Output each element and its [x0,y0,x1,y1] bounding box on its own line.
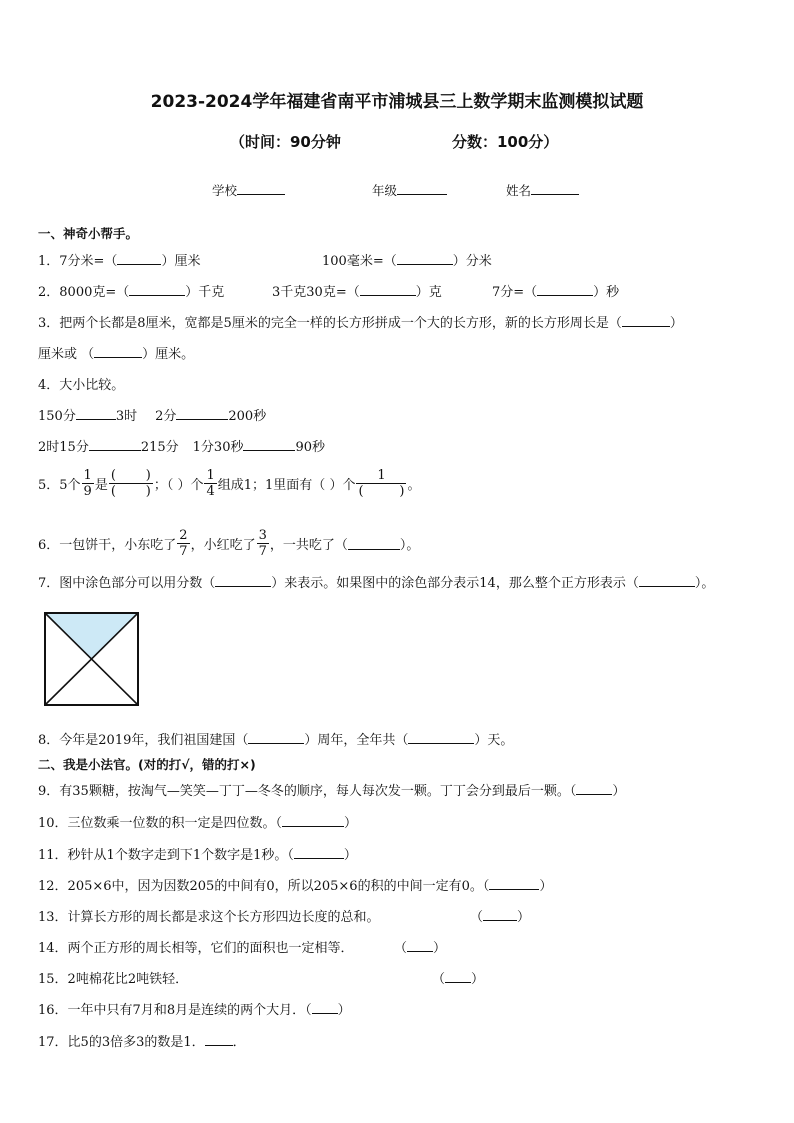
answer-blank[interactable] [445,970,471,983]
question-15: 15．2吨棉花比2吨铁轻． [38,972,189,987]
answer-blank[interactable] [397,252,453,265]
q5-text4: 组成1；1里面有（ ）个 [217,478,356,493]
compare-item: 215分 [140,440,179,455]
question-10: 10．三位数乘一位数的积一定是四位数。（ ） [38,816,358,831]
question-2b [272,281,442,300]
answer-blank[interactable] [94,345,142,358]
compare-item: 150分 [38,409,76,424]
section-heading-2: 二、我是小法官。(对的打√，错的打×) [38,757,256,772]
total-score: 分数：100分） [452,133,559,151]
section-heading-1: 一、神奇小帮手。 [38,226,139,241]
answer-blank[interactable] [408,731,474,744]
q7-text3: ）。 [694,576,715,591]
question-2a [38,281,224,300]
answer-blank[interactable] [282,814,344,827]
shaded-triangle [45,613,138,659]
answer-blank[interactable] [407,939,433,952]
answer-blank[interactable] [537,283,593,296]
question-13: 13．计算长方形的周长都是求这个长方形四边长度的总和。 [38,910,380,925]
q3-text2: 厘米或 （ [38,347,95,362]
q2c-unit: ）秒 [593,285,620,300]
q2a-unit: ）千克 [185,285,225,300]
name-label: 姓名 [506,183,532,198]
q6-text3: ，一共吃了（ [269,538,348,553]
school-field[interactable] [212,181,285,199]
answer-blank[interactable] [348,537,400,550]
q1a-text: 1．7分米=（ [38,254,118,269]
question-2c [492,281,619,300]
q3-text: 3．把两个长都是8厘米，宽都是5厘米的完全一样的长方形拼成一个大的长方形，新的长方形周长是（ [38,316,622,331]
q3-close: ） [669,316,683,331]
q7-text2: ）来表示。如果图中的涂色部分表示14，那么整个正方形表示（ [271,576,639,591]
question-6 [38,528,419,559]
question-12: 12．205×6中，因为因数205的中间有0，所以205×6的积的中间一定有0。（ ） [38,879,553,894]
q8-text3: ）天。 [474,733,514,748]
answer-blank[interactable] [576,782,612,795]
question-16: 16．一年中只有7月和8月是连续的两个大月．（ ） [38,1003,351,1018]
compare-blank[interactable] [176,407,228,420]
q6-text2: ，小红吃了 [190,538,256,553]
question-5 [38,468,420,499]
answer-blank[interactable] [360,283,416,296]
answer-blank[interactable] [215,574,271,587]
compare-blank[interactable] [243,438,295,451]
question-17: 17．比5的3倍多3的数是1． ． [38,1035,246,1050]
fraction-one-quarter: $\frac{1}{4}$ [206,468,215,499]
grade-label: 年级 [372,183,398,198]
question-13-answer: （ ） [470,910,531,925]
compare-item: 90秒 [295,440,326,455]
fraction-three-sevenths: $\frac{3}{7}$ [258,528,267,559]
answer-blank[interactable] [205,1033,233,1046]
answer-blank[interactable] [129,283,185,296]
grade-field[interactable] [372,181,447,199]
question-1a [38,250,200,269]
q2c-text: 7分=（ [492,285,538,300]
question-15-answer: （ ） [432,972,485,987]
time-limit: （时间：90分钟 [230,133,341,151]
page-title: 2023-2024学年福建省南平市浦城县三上数学期末监测模拟试题 [150,92,644,112]
compare-row-1 [38,405,266,424]
q5-text1: 5．5个 [38,478,81,493]
q2b-text: 3千克30克=（ [272,285,360,300]
question-7 [38,572,714,591]
q5-text2: 是 [94,478,108,493]
question-14-answer: （ ） [394,941,447,956]
compare-item: 2时15分 [38,440,89,455]
school-blank[interactable] [237,181,285,195]
q8-text1: 8．今年是2019年，我们祖国建国（ [38,733,249,748]
compare-item: 3时 [115,409,138,424]
name-field[interactable] [506,181,579,199]
q6-text1: 6．一包饼干，小东吃了 [38,538,177,553]
q1b-text: 100毫米=（ [322,254,397,269]
answer-blank[interactable] [489,877,539,890]
q5-text3: ；（ ）个 [153,478,204,493]
school-label: 学校 [212,183,238,198]
compare-blank[interactable] [76,407,116,420]
square-diagram [42,610,142,708]
grade-blank[interactable] [397,181,447,195]
question-3-cont [38,343,194,362]
fraction-one-ninth: $\frac{1}{9}$ [83,468,92,499]
answer-blank[interactable] [248,731,304,744]
answer-blank[interactable] [622,314,670,327]
compare-item: 2分 [155,409,177,424]
compare-item: 1分30秒 [192,440,244,455]
answer-blank[interactable] [117,252,161,265]
question-8 [38,729,513,748]
fraction-two-sevenths: $\frac{2}{7}$ [179,528,188,559]
name-blank[interactable] [531,181,579,195]
q1b-unit: ）分米 [452,254,492,269]
q7-text1: 7．图中涂色部分可以用分数（ [38,576,216,591]
fraction-unit-blank[interactable]: 1 ( ) [358,468,405,499]
question-3 [38,312,683,331]
question-9: 9．有35颗糖，按淘气—笑笑—丁丁—冬冬的顺序，每人每次发一颗。丁丁会分到最后一颗。（ ） [38,784,626,799]
fraction-answer-blank[interactable]: ( ) ( ) [110,468,151,499]
answer-blank[interactable] [294,846,344,859]
q2b-unit: ）克 [415,285,442,300]
answer-blank[interactable] [639,574,695,587]
q2a-text: 2．8000克=（ [38,285,130,300]
answer-blank[interactable] [483,908,517,921]
compare-blank[interactable] [89,438,141,451]
q3-text3: ）厘米。 [142,347,195,362]
compare-item: 200秒 [228,409,267,424]
question-11: 11．秒针从1个数字走到下1个数字是1秒。（ ） [38,848,357,863]
question-4: 4．大小比较。 [38,378,125,393]
answer-blank[interactable] [312,1001,338,1014]
question-1b [322,250,492,269]
q8-text2: ）周年，全年共（ [304,733,409,748]
q1a-unit: ）厘米 [161,254,201,269]
q6-text4: ）。 [399,538,420,553]
compare-row-2 [38,436,325,455]
question-14: 14．两个正方形的周长相等，它们的面积也一定相等． [38,941,354,956]
q5-text5: 。 [407,478,421,493]
